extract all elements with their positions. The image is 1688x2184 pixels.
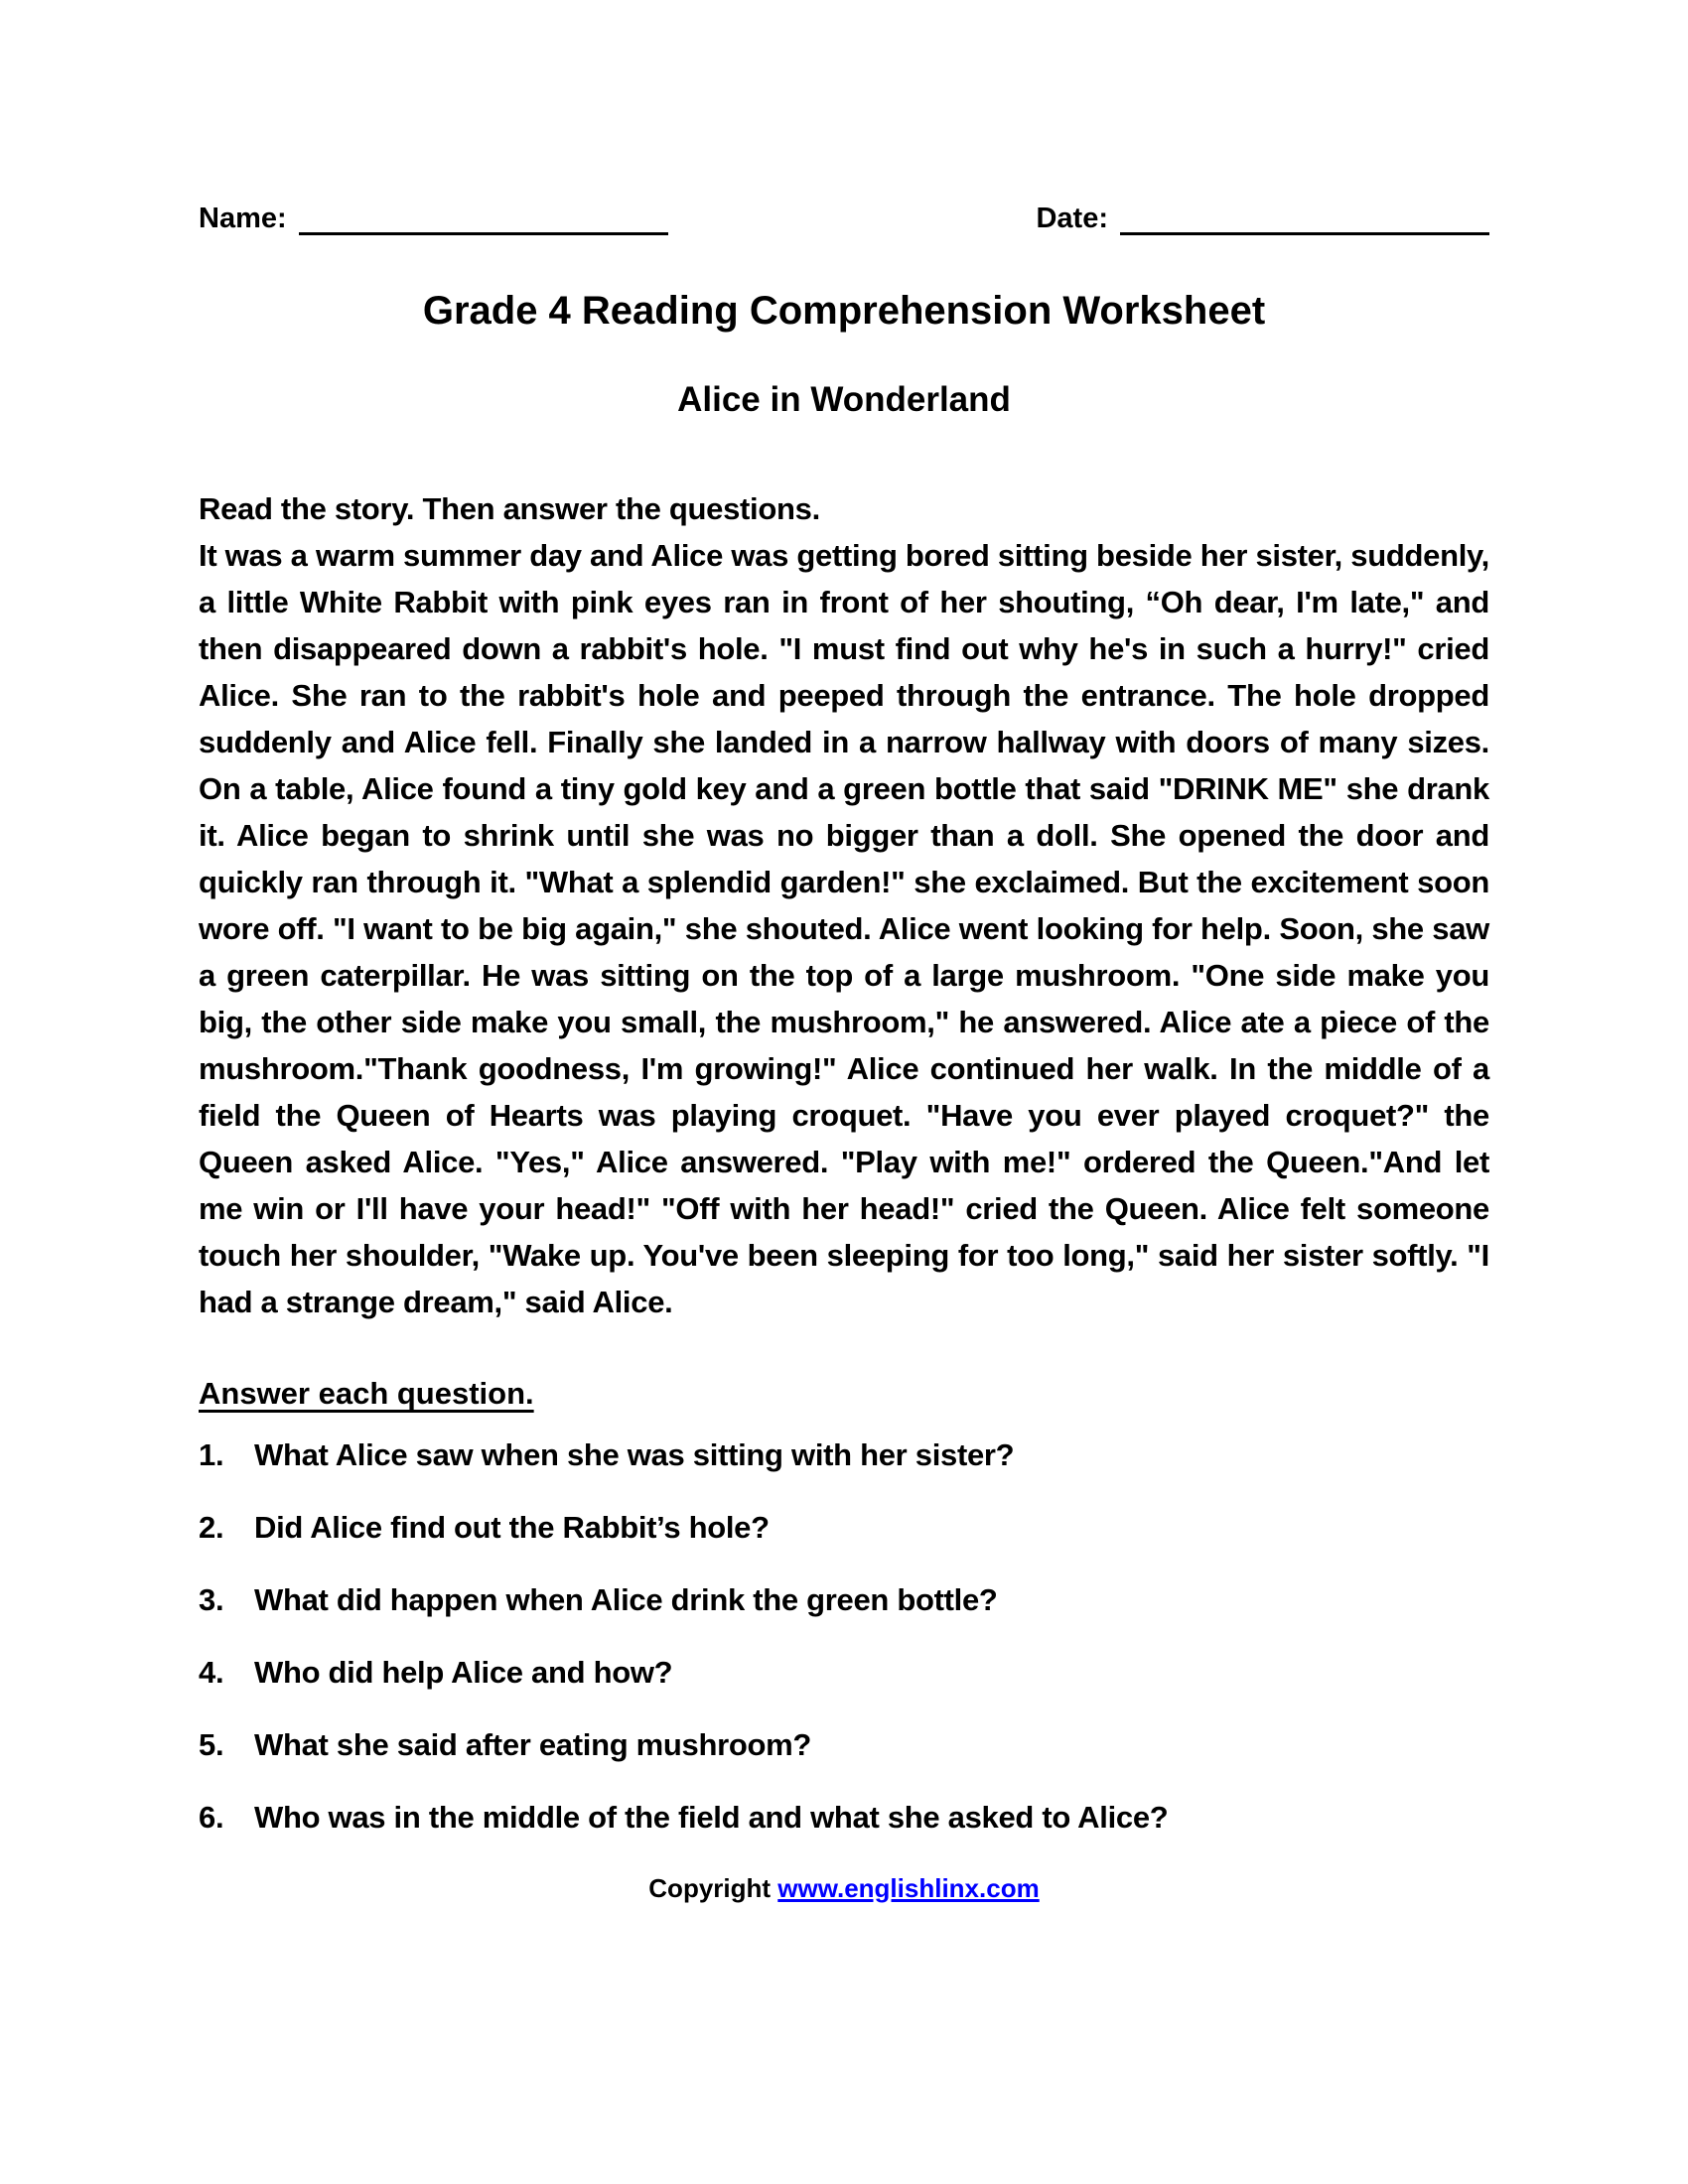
name-field [199, 201, 668, 236]
page-title: Grade 4 Reading Comprehension Worksheet [422, 289, 1266, 333]
story-title: Alice in Wonderland [677, 380, 1011, 419]
question-item-2 [199, 1511, 1489, 1545]
question-text: Who did help Alice and how? [254, 1655, 673, 1690]
question-text: Did Alice find out the Rabbit’s hole? [254, 1510, 770, 1545]
name-label: Name: [199, 203, 287, 234]
story-text: It was a warm summer day and Alice was getting bored sitting beside her sister, suddenly, a little White Rabbit with pink eyes ran in front of her shouting, “Oh dear, I'm late," and then disappeared down a rabbit's hole. "I must find out why he's in such a hurry!" cried Alice. She ran to the rabbit's hole and peeped through the entrance. The hole dropped suddenly and Alice fell. Finally she landed in a narrow hallway with doors of many sizes. On a table, Alice found a tiny gold key and a green bottle that said "DRINK ME" she drank it. Alice began to shrink until she was no bigger than a doll. She opened the door and quickly ran through it. "What a splendid garden!" she exclaimed. But the excitement soon wore off. "I want to be big again," she shouted. Alice went looking for help. Soon, she saw a green caterpillar. He was sitting on the top of a large mushroom. "One side make you big, the other side make you small, the mushroom," he answered. Alice ate a piece of the mushroom."Thank goodness, I'm growing!" Alice continued her walk. In the middle of a field the Queen of Hearts was playing croquet. "Have you ever played croquet?" the Queen asked Alice. "Yes," Alice answered. "Play with me!" ordered the Queen."And let me win or I'll have your head!" "Off with her head!" cried the Queen. Alice felt someone touch her shoulder, "Wake up. You've been sleeping for too long," said her sister softly. "I had a strange dream," said Alice. [199, 538, 1489, 1319]
question-text: Who was in the middle of the field and what she asked to Alice? [254, 1800, 1169, 1835]
date-label: Date: [1036, 203, 1108, 234]
date-field [1036, 201, 1489, 236]
question-item-1 [199, 1438, 1489, 1472]
question-text: What Alice saw when she was sitting with her sister? [254, 1437, 1015, 1472]
question-text: What she said after eating mushroom? [254, 1727, 812, 1762]
question-number: 2. [199, 1510, 224, 1545]
questions-heading: Answer each question. [199, 1376, 534, 1411]
question-number: 1. [199, 1437, 224, 1472]
footer [199, 1873, 1489, 1903]
question-item-4 [199, 1656, 1489, 1690]
instructions: Read the story. Then answer the questions. [199, 491, 820, 526]
copyright-link[interactable]: www.englishlinx.com [777, 1873, 1040, 1903]
date-blank-line [1120, 232, 1489, 235]
question-number: 6. [199, 1800, 224, 1835]
question-text: What did happen when Alice drink the green bottle? [254, 1582, 998, 1617]
question-item-3 [199, 1583, 1489, 1617]
question-number: 5. [199, 1727, 224, 1762]
header [199, 201, 1489, 236]
question-number: 4. [199, 1655, 224, 1690]
question-item-5 [199, 1728, 1489, 1762]
copyright-label: Copyright [648, 1873, 772, 1903]
question-item-6 [199, 1801, 1489, 1835]
questions-list [199, 1438, 1489, 1835]
name-blank-line [299, 232, 668, 235]
question-number: 3. [199, 1582, 224, 1617]
